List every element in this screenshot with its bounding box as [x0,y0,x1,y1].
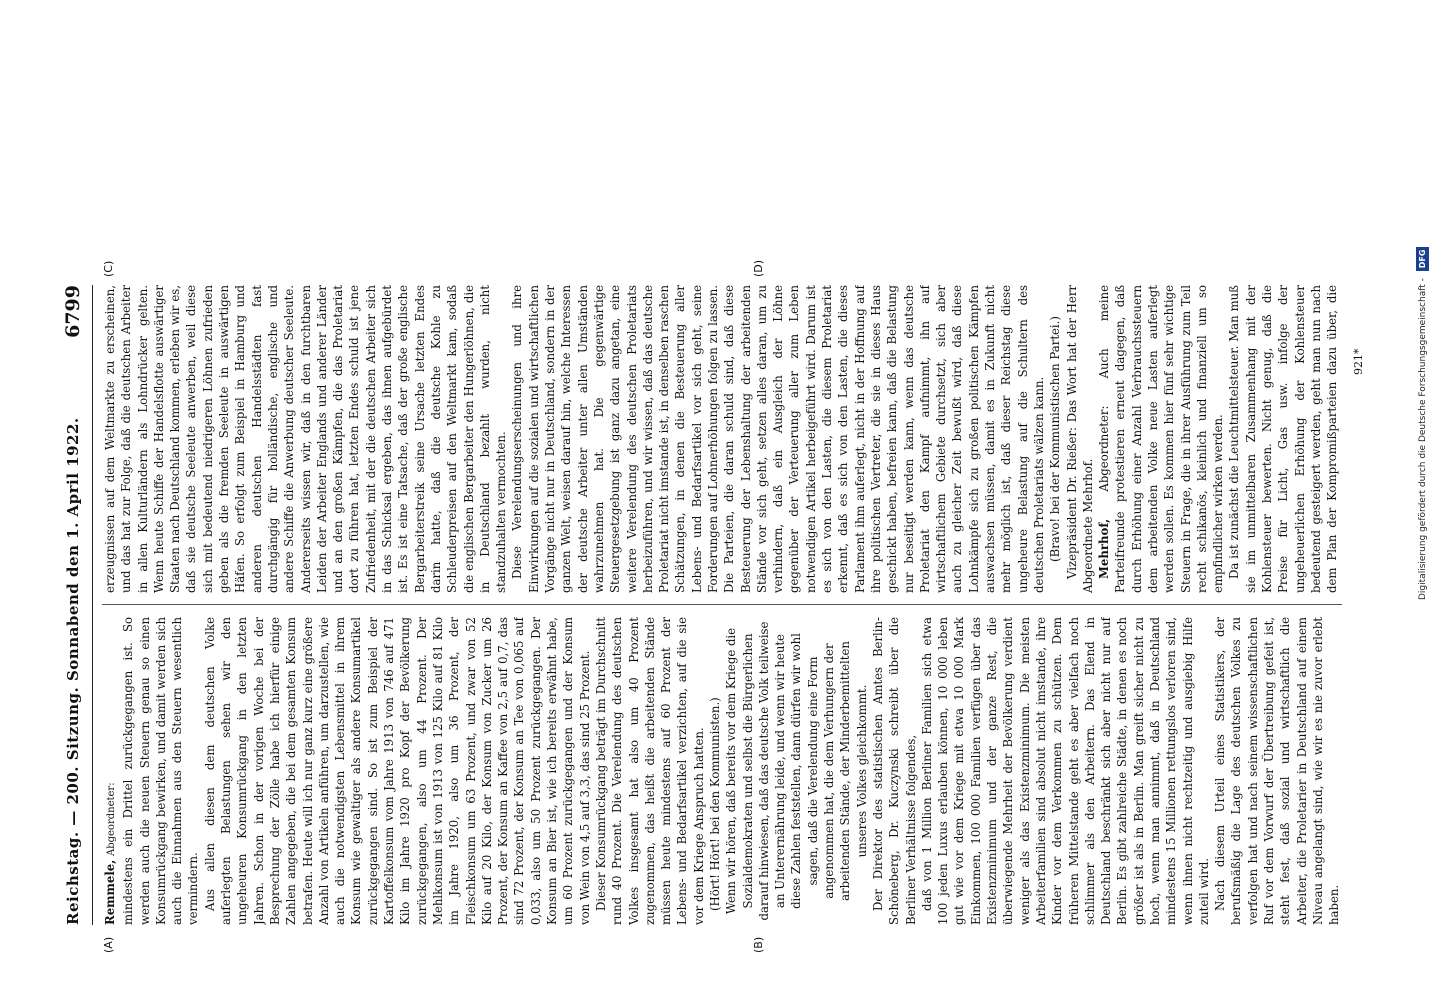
paragraph: Da ist zunächst die Leuchtmittelsteuer. Man muß sie im unmittelbaren Zusammenhang mit der Kohlensteuer bewerten. Nicht genug, daß die Preise für Licht, Gas usw. infolge der ungeheuerlichen Erhöhung der Kohlensteuer bedeutend gesteigert werden, geht man nun nach dem Plan der Kompromißparteien dazu über, die [1227,285,1340,593]
speaker-name: Remmele, [103,859,117,925]
page-content [62,259,1365,953]
paragraph: daß von 1 Million Berliner Familien sich etwa 100 jeden Luxus erlauben können, 10 000 leben gut wie vor dem Kriege mit etwa 10 000 Mark Einkommen, 100 000 Familien verfügen über das Existenzminimum und der ganze Rest, die überwiegende Mehrheit der Bevölkerung verdient weniger als das Existenzminimum. Die meisten Arbeiterfamilien sind absolut nicht imstande, ihre Kinder vor dem Verkommen zu schützen. Dem früheren Mittelstande geht es aber vielfach noch schlimmer als den Arbeitern. Das Elend in Deutschland beschränkt sich aber nicht nur auf Berlin. Es gibt zahlreiche Städte, in denen es noch größer ist als in Berlin. Man greift sicher nicht zu hoch, wenn man annimmt, daß in Deutschland mindestens 15 Millionen rettungslos verloren sind, wenn ihnen nicht rechtzeitig und ausgiebig Hilfe zuteil wird. [919,617,1211,925]
vice-president-line: Vizepräsident Dr. Rießer: Das Wort hat der Herr Abgeordnete Mehrhof. [1064,285,1095,593]
paragraph: Dieser Konsumrückgang beträgt im Durchschnitt rund 40 Prozent. Die Verelendung des deutschen Volkes insgesamt hat also um 40 Prozent zugenommen, das heißt die arbeitenden Stände müssen heute mindestens auf 60 Prozent der Lebens- und Bedarfsartikel verzichten, auf die sie vor dem Kriege Anspruch hatten. [593,617,706,925]
margin-marker-b: (B) [752,936,765,953]
header-title: Reichstag. — 200. Sitzung. Sonnabend den 1. April 1922. [64,417,82,925]
credit-text: Digitalisierung gefördert durch die Deutsche Forschungsgemeinschaft - [1418,278,1428,600]
margin-marker-c: (C) [102,260,115,277]
paragraph: erzeugnissen auf dem Weltmarkte zu erscheinen, und das hat zur Folge, daß die deutschen Arbeiter in allen Kulturländern als Lohndrücker gelten. Wenn heute Schiffe der Handelsflotte auswärtiger Staaten nach Deutschland kommen, erleben wir es, daß sie deutsche Seeleute anwerben, weil diese sich mit bedeutend niedrigeren Löhnen zufrieden geben als die fremden Seeleute in auswärtigen Häfen. So erfolgt zum Beispiel in Hamburg und anderen deutschen Handelsstädten fast durchgängig für holländische, englische und andere Schiffe die Anwerbung deutscher Seeleute. Andererseits wissen wir, daß in den furchtbaren Leiden der Arbeiter Englands und anderer Länder und an den großen Kämpfen, die das Proletariat dort zu führen hat, letzten Endes schuld ist jene Zufriedenheit, mit der die deutschen Arbeiter sich in das Schicksal ergeben, das ihnen aufgebürdet ist. Es ist eine Tatsache, daß der große englische Bergarbeiterstreik seine Ursache letzten Endes darin hatte, daß die deutsche Kohle zu Schleuderpreisen auf den Weltmarkt kam, sodaß die englischen Bergarbeiter den Hungerlöhnen, die in Deutschland bezahlt wurden, nicht standzuhalten vermochten. [103,285,509,593]
speaker-line [1096,285,1226,593]
credit-line [1412,0,1434,600]
speaker-role: Abgeordneter: [106,782,117,857]
speaker-line [102,617,120,925]
interjection: Wenn wir hören, daß bereits vor dem Kriege die Sozialdemokraten und selbst die Bürgerlichen darauf hinwiesen, daß das deutsche Volk teilweise an Unterernährung leide, und wenn wir heute diese Zahlen feststellen, dann dürfen wir wohl sagen, daß die Verelendung eine Form angenommen hat, die dem Verhungern der arbeitenden Stände, der Minderbemittelten unseres Volkes gleichkommt. [724,621,869,921]
page-number: 6799 [62,285,84,338]
applause: (Bravo! bei der Kommunistischen Partei.) [1048,316,1063,562]
margin-marker-a: (A) [102,936,115,953]
paragraph: mindestens ein Drittel zurückgegangen ist. So werden auch die neuen Steuern genau so einen Konsumrückgang bewirken, und damit werden sich auch die Einnahmen aus den Steuern wesentlich vermindern. [121,617,201,925]
paragraph: (Hört! Hört! bei den Kommunisten.) [707,697,722,911]
speaker-role: Abgeordneter: [1097,405,1112,492]
paragraph: Der Direktor des statistischen Amtes Berlin-Schöneberg, Dr. Kuczynski schreibt über die Berliner Verhältnisse folgendes, [870,617,918,925]
footer-number: 921* [1352,348,1365,375]
column-divider [102,604,1342,605]
dfg-logo: DFG [1416,247,1429,272]
left-column [102,617,1342,925]
quoted-paragraph: Nach diesem Urteil eines Statistikers, der berufsmäßig die Lage des deutschen Volkes zu verfolgen hat und nach seinem wissenschaftlichen Ruf vor dem Vorwurf der Übertreibung gefeit ist, steht fest, daß sozial und wirtschaftlich die Arbeiter, die Proletarier in Deutschland auf einem Niveau angelangt sind, wie wir es nie zuvor erlebt haben. [1213,617,1342,925]
speaker-name: Mehrhof, [1097,518,1112,579]
page-header [62,285,93,925]
paragraph: Diese Verelendungserscheinungen und ihre Einwirkungen auf die sozialen und wirtschaftlichen Vorgänge nicht nur in Deutschland, sondern in der ganzen Welt, weisen darauf hin, welche Interessen der deutsche Arbeiter unter allen Umständen wahrzunehmen hat. Die gegenwärtige Steuergesetzgebung ist ganz dazu angetan, eine weitere Verelendung des deutschen Proletariats herbeizuführen, und wir wissen, daß das deutsche Proletariat nicht imstande ist, in denselben raschen Schätzungen, in denen die Besteuerung aller Lebens- und Bedarfsartikel vor sich geht, seine Forderungen auf Lohnerhöhungen folgen zu lassen. Die Parteien, die daran schuld sind, daß diese Besteuerung der Lebenshaltung der arbeitenden Stände vor sich geht, setzen alles daran, um zu verhindern, daß ein Ausgleich der Löhne gegenüber der Verteuerung aller zum Leben notwendigen Artikel herbeigeführt wird. Darum ist es sich von den Lasten, die diesem Proletariat erkennt, daß es sich von den Lasten, die dieses Parlament ihm auferlegt, nicht in der Hoffnung auf ihre politischen Vertreter, die sie in dieses Haus geschickt haben, befreien kann, daß die Belastung nur beseitigt werden kann, wenn das deutsche Proletariat den Kampf aufnimmt, ihn auf wirtschaftlichem Gebiete durchsetzt, sich aber auch zu gleicher Zeit bewußt wird, daß diese Lohnkämpfe sich zu großen politischen Kämpfen auswachsen müssen, damit es in Zukunft nicht mehr möglich ist, daß dieser Reichstag diese ungeheure Belastung auf die Schultern des deutschen Proletariats wälzen kann. [510,285,1046,593]
right-column [102,285,1342,593]
paragraph: Auch meine Parteifreunde protestieren erneut dagegen, daß durch Erhöhung einer Anzahl Verbrauchssteuern dem arbeitenden Volke neue Lasten auferlegt werden sollen. Es kommen hier fünf sehr wichtige Steuern in Frage, die in ihrer Ausführung zum Teil recht schikanös, kleinlich und finanziell um so empfindlicher wirken werden. [1097,285,1226,593]
margin-marker-d: (D) [752,259,765,277]
paragraph: Aus allen diesen dem deutschen Volke auferlegten Belastungen sehen wir den ungeheuren Konsumrückgang in den letzten Jahren. Schon in der vorigen Woche bei der Besprechung der Zölle habe ich hierfür einige Zahlen angegeben, die bei dem gesamten Konsum betrafen. Heute will ich nur ganz kurz eine größere Anzahl von Artikeln anführen, um darzustellen, wie auch die notwendigsten Lebensmittel in ihrem Konsum wie gewaltiger als andere Konsumartikel zurückgegangen sind. So ist zum Beispiel der Kartoffelkonsum vom Jahre 1913 von 746 auf 471 Kilo im Jahre 1920 pro Kopf der Bevölkerung zurückgegangen, also um 44 Prozent. Der Mehlkonsum ist von 1913 von 125 Kilo auf 81 Kilo im Jahre 1920, also um 36 Prozent, der Fleischkonsum um 63 Prozent, und zwar von 52 Kilo auf 20 Kilo, der Konsum von Zucker um 26 Prozent, der Konsum an Kaffee von 2,5 auf 0,7, das sind 72 Prozent, der Konsum an Tee von 0,065 auf 0,033, also um 50 Prozent zurückgegangen. Der Konsum an Bier ist, wie ich bereits erwähnt habe, um 60 Prozent zurückgegangen und der Konsum von Wein von 4,5 auf 3,3, das sind 25 Prozent. [202,617,592,925]
digitization-credit [1412,0,1434,1000]
